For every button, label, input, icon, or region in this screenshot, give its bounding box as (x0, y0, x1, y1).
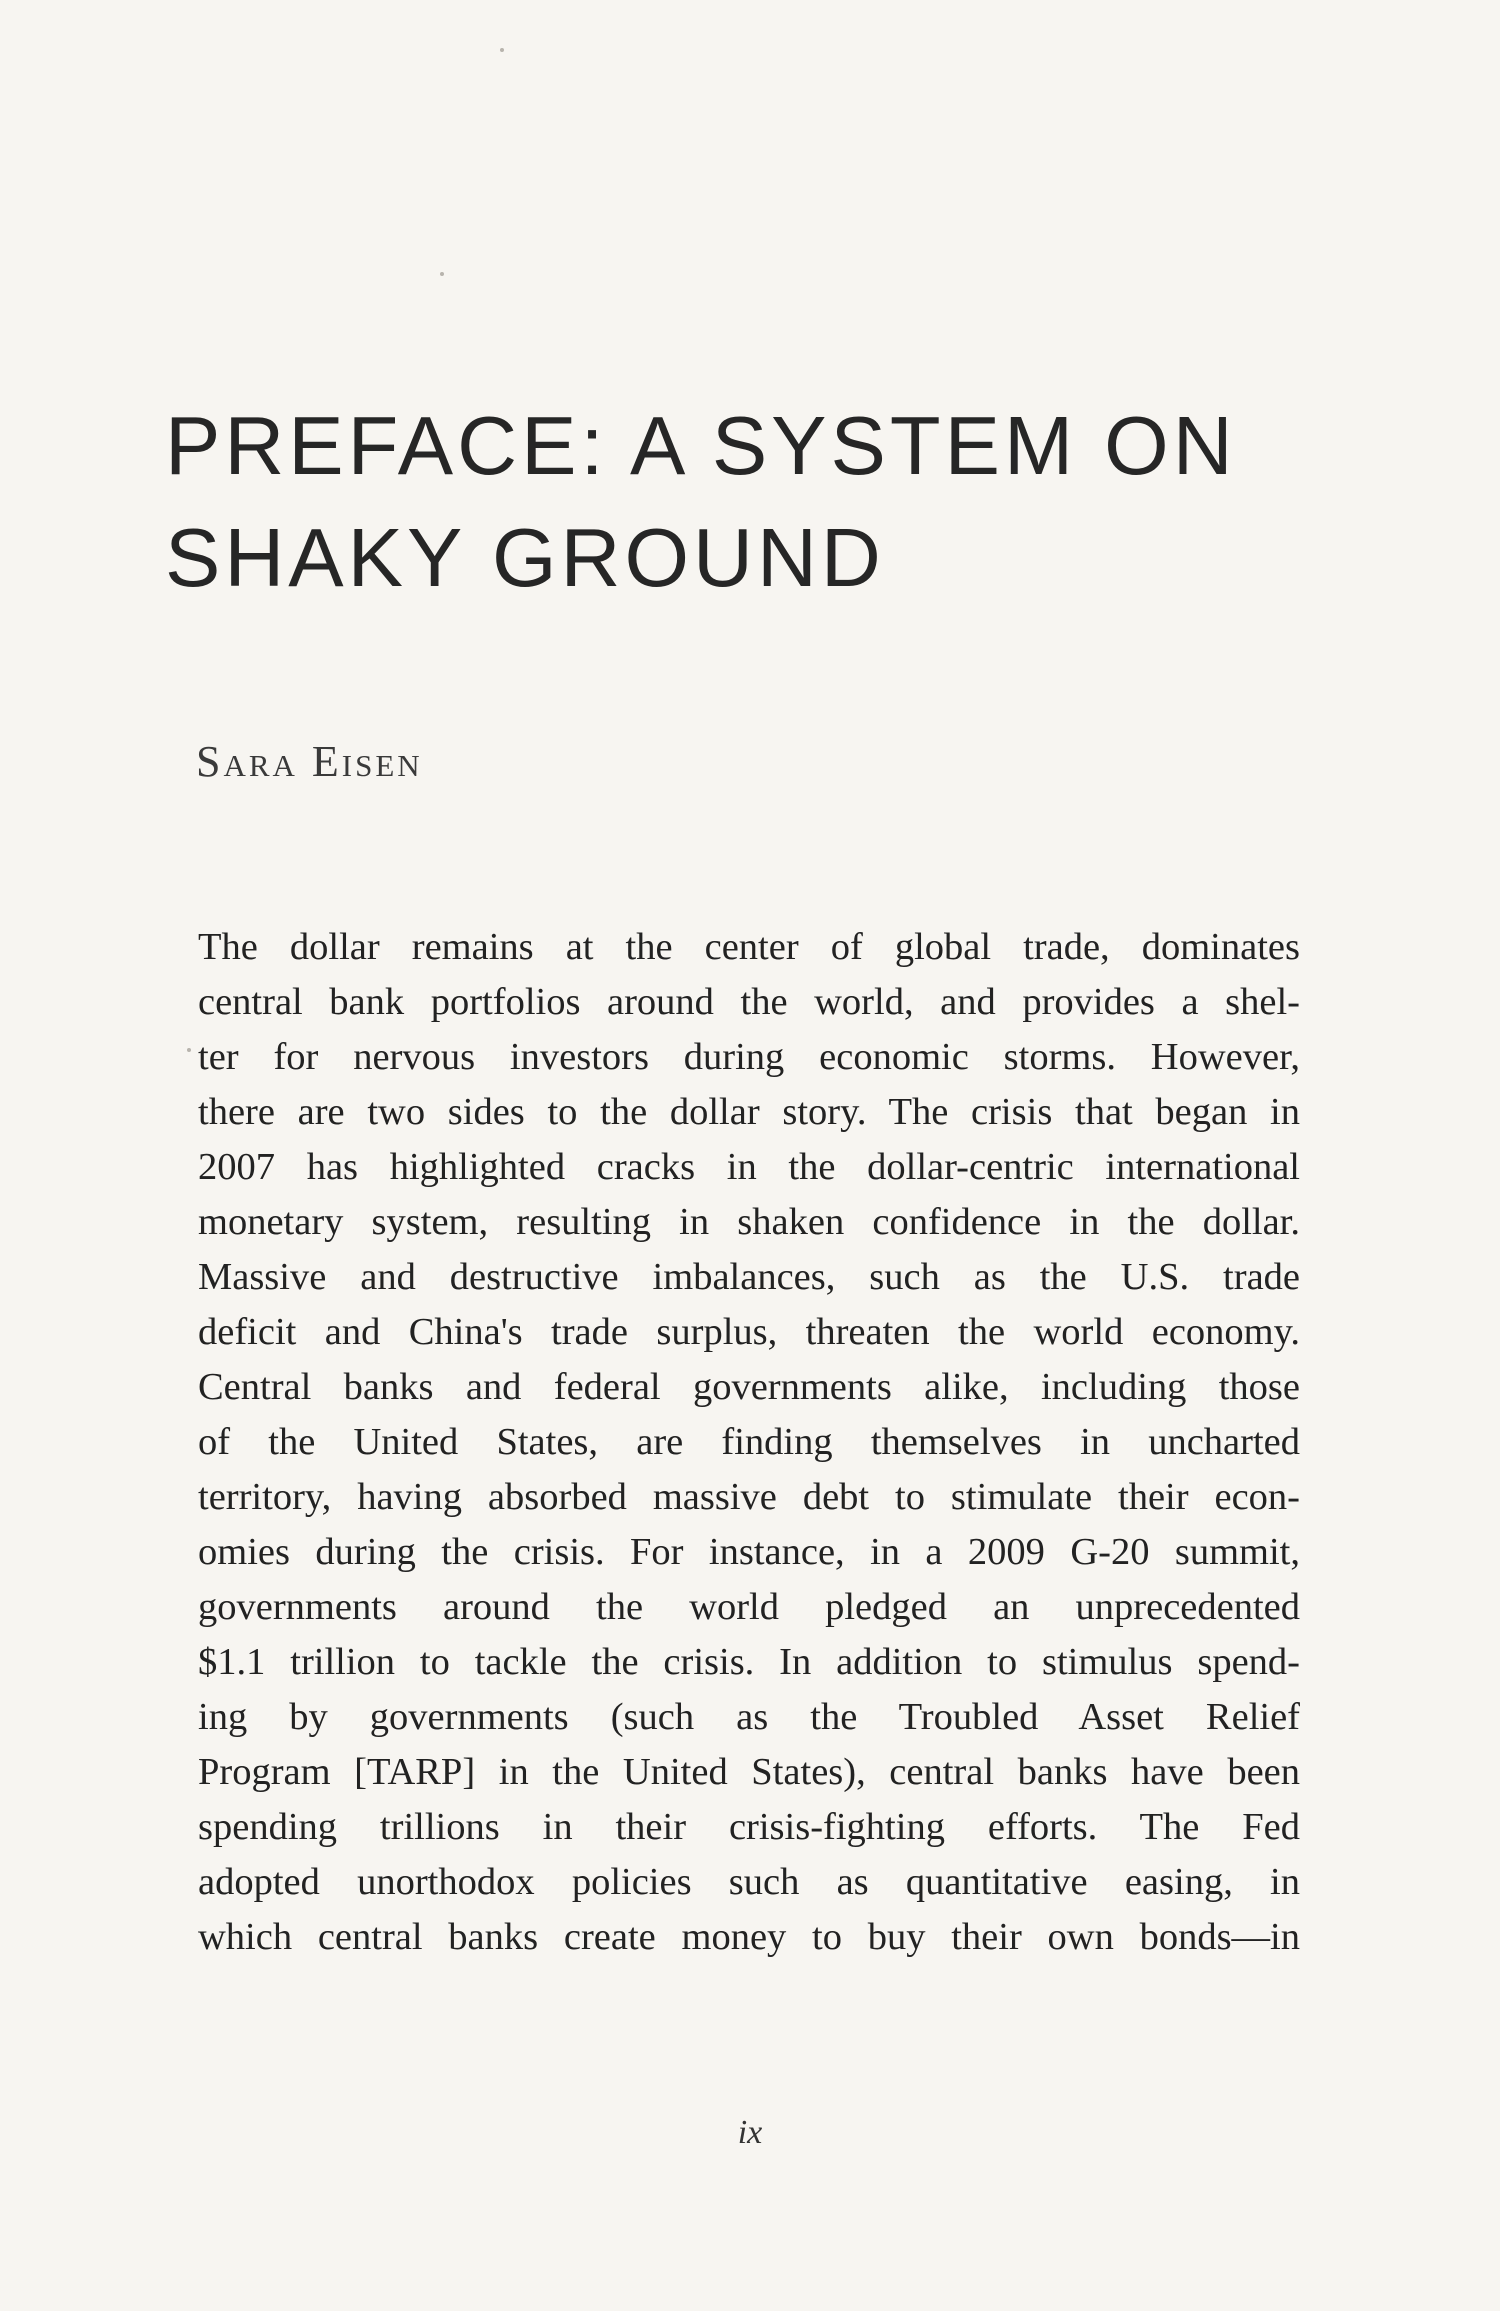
text-line: governments around the world pledged an unprecedented (198, 1586, 1300, 1628)
text-line: omies during the crisis. For instance, in a 2009 G-20 summit, (198, 1531, 1300, 1573)
chapter-title-line: SHAKY GROUND (165, 511, 885, 604)
text-line: monetary system, resulting in shaken confidence in the dollar. (198, 1201, 1300, 1243)
text-line: deficit and China's trade surplus, threaten the world economy. (198, 1311, 1300, 1353)
text-line: $1.1 trillion to tackle the crisis. In addition to stimulus spend- (198, 1641, 1300, 1683)
text-line: Massive and destructive imbalances, such as the U.S. trade (198, 1256, 1300, 1298)
author-name: Sara Eisen (196, 737, 423, 786)
text-line: territory, having absorbed massive debt to stimulate their econ- (198, 1476, 1300, 1518)
text-line: The dollar remains at the center of global trade, dominates (198, 926, 1300, 968)
chapter-title (165, 390, 1345, 614)
text-line: Central banks and federal governments alike, including those (198, 1366, 1300, 1408)
text-line: which central banks create money to buy their own bonds—in (198, 1916, 1300, 1958)
paper-speck (500, 48, 504, 52)
paper-speck (440, 272, 444, 276)
text-line: there are two sides to the dollar story. The crisis that began in (198, 1091, 1300, 1133)
paper-speck (187, 1048, 191, 1052)
text-line: Program [TARP] in the United States), central banks have been (198, 1751, 1300, 1793)
text-line: of the United States, are finding themselves in uncharted (198, 1421, 1300, 1463)
text-line: spending trillions in their crisis-fighting efforts. The Fed (198, 1806, 1300, 1848)
text-line: adopted unorthodox policies such as quantitative easing, in (198, 1861, 1300, 1903)
body-paragraph (198, 920, 1300, 1965)
text-line: ter for nervous investors during economic storms. However, (198, 1036, 1300, 1078)
page-number: ix (737, 2114, 763, 2151)
text-line: central bank portfolios around the world, and provides a shel- (198, 981, 1300, 1023)
text-line: 2007 has highlighted cracks in the dollar-centric international (198, 1146, 1300, 1188)
text-line: ing by governments (such as the Troubled Asset Relief (198, 1696, 1300, 1738)
chapter-title-line: PREFACE: A SYSTEM ON (165, 399, 1237, 492)
